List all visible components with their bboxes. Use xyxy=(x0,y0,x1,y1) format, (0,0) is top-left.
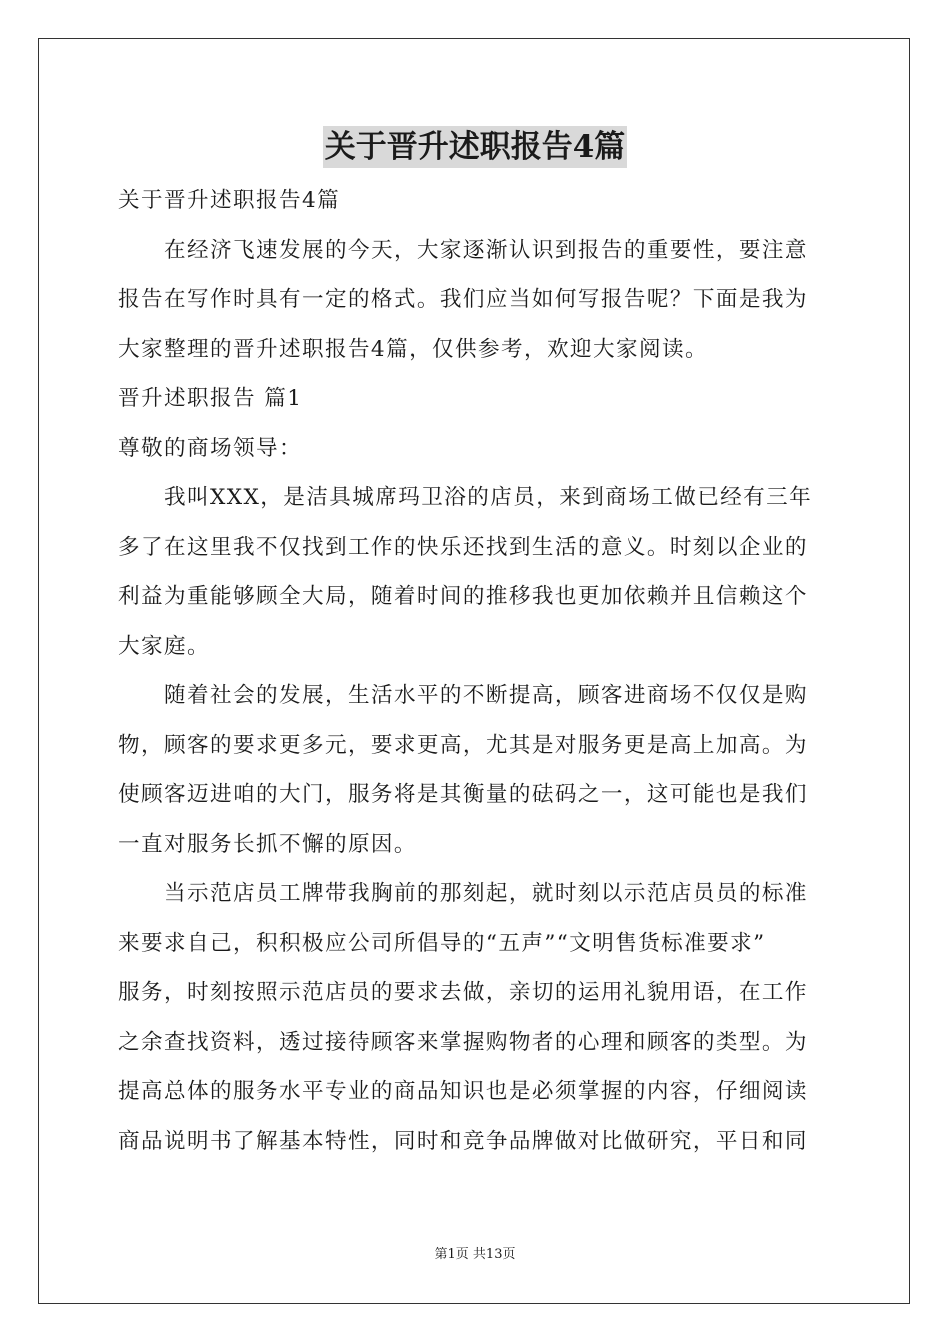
document-body xyxy=(118,176,834,1166)
paragraph-line: 随着社会的发展，生活水平的不断提高，顾客进商场不仅仅是购 xyxy=(164,683,808,708)
paragraph-line: 多了在这里我不仅找到工作的快乐还找到生活的意义。时刻以企业的 xyxy=(118,534,808,560)
paragraph-line: 大家庭。 xyxy=(118,633,210,659)
paragraph-line: 大家整理的晋升述职报告4篇，仅供参考，欢迎大家阅读。 xyxy=(118,336,708,362)
paragraph-line: 一直对服务长抓不懈的原因。 xyxy=(118,831,417,857)
salutation: 尊敬的商场领导： xyxy=(118,435,302,461)
paragraph-line: 在经济飞速发展的今天，大家逐渐认识到报告的重要性，要注意 xyxy=(164,237,808,263)
paragraph-line: 服务，时刻按照示范店员的要求去做，亲切的运用礼貌用语，在工作 xyxy=(118,980,808,1005)
page-footer: 第1页 共13页 xyxy=(434,1247,516,1262)
paragraph-line: 报告在写作时具有一定的格式。我们应当如何写报告呢？下面是我为 xyxy=(118,287,808,312)
paragraph-line: 利益为重能够顾全大局，随着时间的推移我也更加依赖并且信赖这个 xyxy=(118,584,808,609)
paragraph-line: 商品说明书了解基本特性，同时和竞争品牌做对比做研究，平日和同 xyxy=(118,1128,808,1154)
subtitle-line: 关于晋升述职报告4篇 xyxy=(118,188,341,213)
paragraph-line: 物，顾客的要求更多元，要求更高，尤其是对服务更是高上加高。为 xyxy=(118,732,808,758)
paragraph-line: 我叫XXX，是洁具城席玛卫浴的店员，来到商场工做已经有三年 xyxy=(164,485,813,510)
document-title: 关于晋升述职报告4篇 xyxy=(323,126,628,168)
paragraph-line: 使顾客迈进咱的大门，服务将是其衡量的砝码之一，这可能也是我们 xyxy=(118,782,808,807)
paragraph-line: 提高总体的服务水平专业的商品知识也是必须掌握的内容，仔细阅读 xyxy=(118,1079,808,1104)
paragraph-line: 之余查找资料，透过接待顾客来掌握购物者的心理和顾客的类型。为 xyxy=(118,1029,808,1055)
section-heading: 晋升述职报告 篇1 xyxy=(118,386,303,411)
paragraph-line: 来要求自己，积积极应公司所倡导的“五声”“文明售货标准要求” xyxy=(118,930,766,956)
title-wrapper xyxy=(0,126,950,168)
paragraph-line: 当示范店员工牌带我胸前的那刻起，就时刻以示范店员员的标准 xyxy=(164,881,808,906)
